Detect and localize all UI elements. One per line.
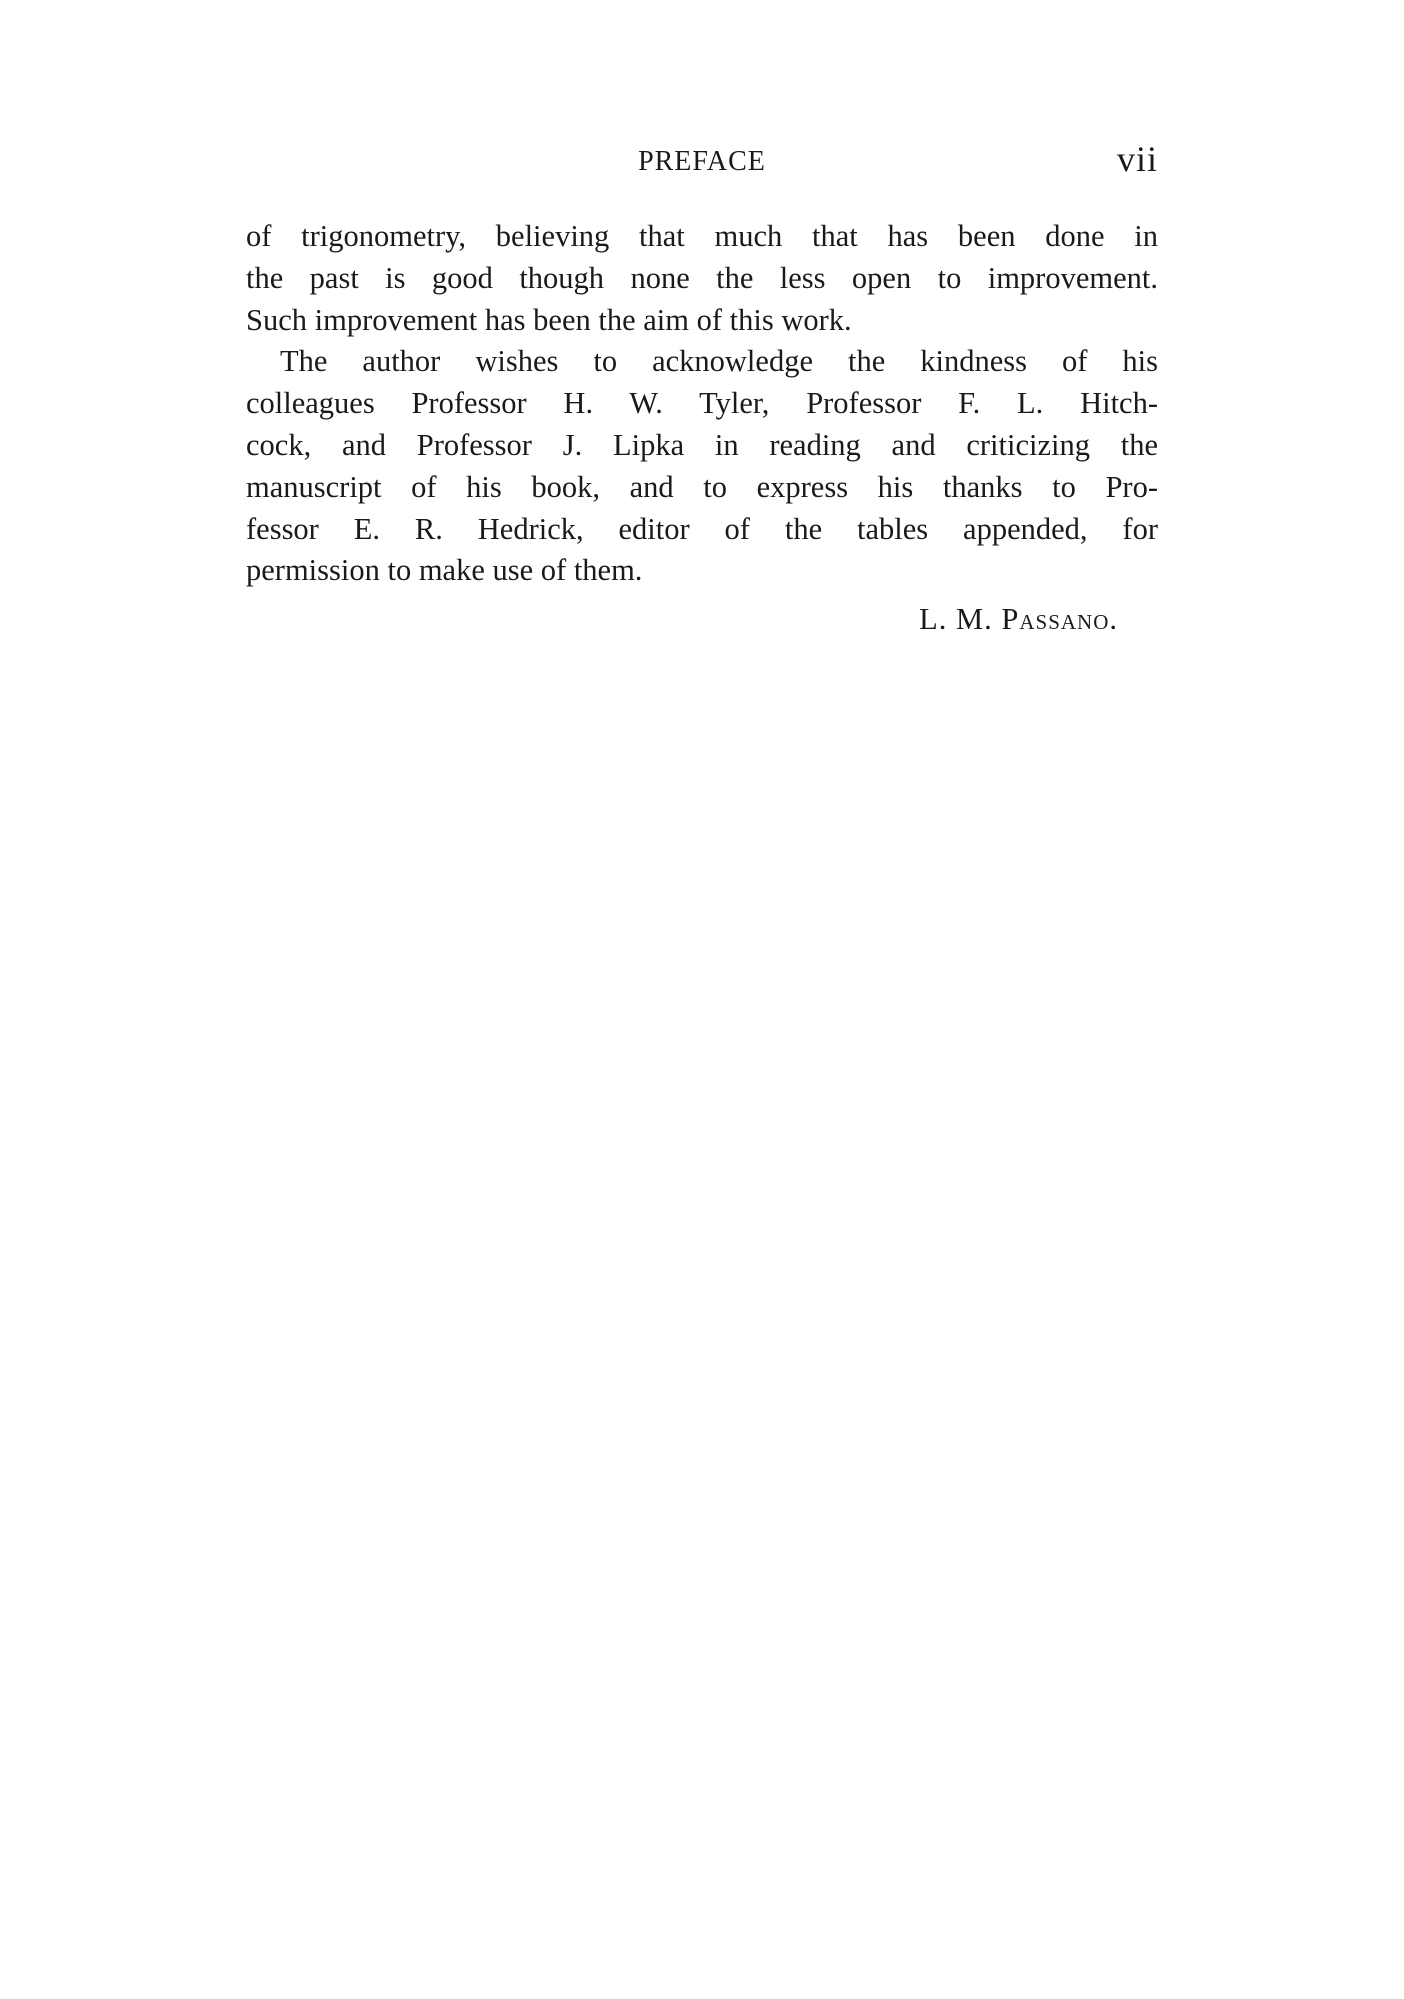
paragraph-acknowledgement	[246, 341, 1158, 592]
text-line: colleagues Professor H. W. Tyler, Professor F. L. Hitch-	[246, 386, 1158, 421]
text-line: permission to make use of them.	[246, 553, 643, 588]
text-line: of trigonometry, believing that much that has been done in	[246, 219, 1158, 253]
text-line: the past is good though none the less open to improvement.	[246, 260, 1158, 295]
text-line: Such improvement has been the aim of this work.	[246, 302, 852, 337]
page-number: vii	[1116, 139, 1158, 179]
running-title: PREFACE	[638, 146, 766, 177]
paragraph-continued	[246, 216, 1158, 341]
text-line: cock, and Professor J. Lipka in reading and criticizing the	[246, 427, 1158, 462]
author-signature: L. M. Passano.	[919, 602, 1118, 636]
text-line: manuscript of his book, and to express his thanks to Pro-	[246, 469, 1158, 504]
running-head	[246, 138, 1158, 188]
body-text	[246, 216, 1158, 592]
text-line: The author wishes to acknowledge the kindness of his	[280, 344, 1158, 379]
text-line: fessor E. R. Hedrick, editor of the tables appended, for	[246, 511, 1158, 546]
